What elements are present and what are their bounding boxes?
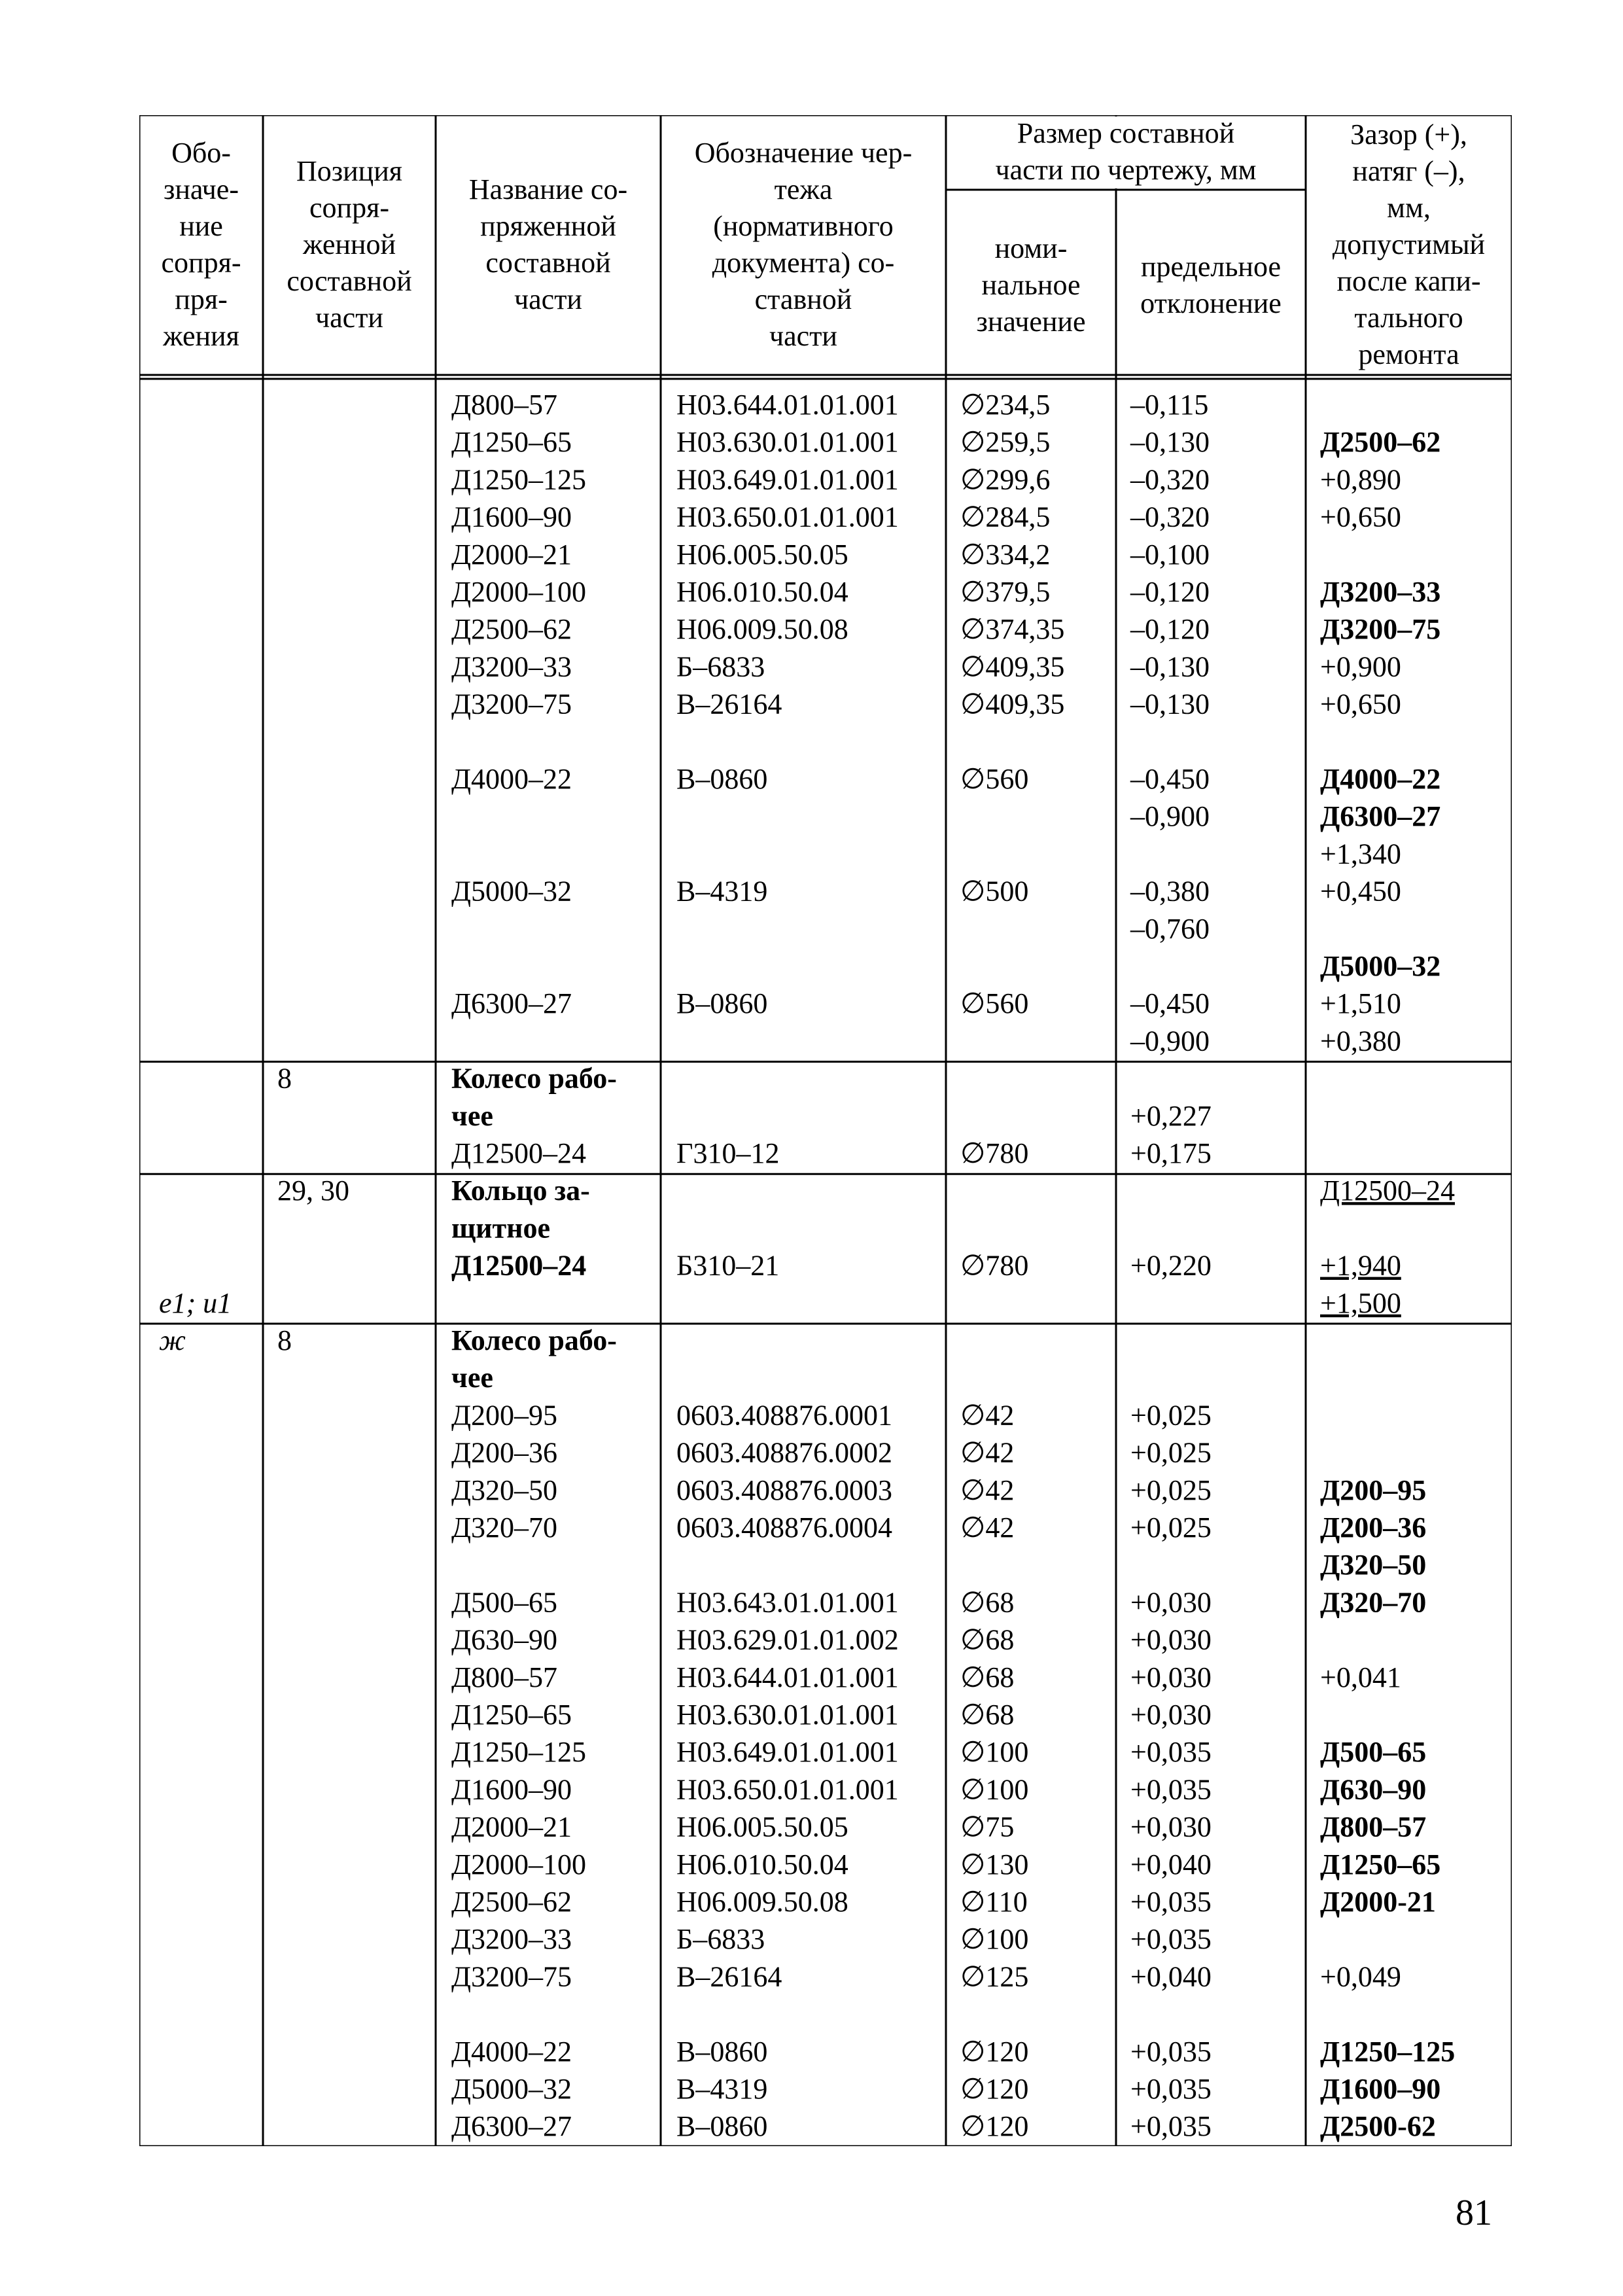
header-drawing-number: части (769, 320, 837, 352)
cell-nominal-size: ∅110 (960, 1886, 1028, 1918)
cell-nominal-size: ∅120 (960, 2073, 1029, 2105)
cell-part-name: Д800–57 (451, 1661, 558, 1693)
header-size: Размер составной (1017, 117, 1235, 149)
cell-nominal-size: ∅125 (960, 1960, 1029, 1993)
cell-clearance: Д2500-62 (1320, 2110, 1436, 2143)
cell-drawing-number: Н06.009.50.08 (676, 1886, 848, 1918)
cell-part-name: Д1600–90 (451, 501, 572, 533)
cell-drawing-number: Н03.644.01.01.001 (676, 389, 899, 421)
cell-deviation: –0,115 (1130, 389, 1209, 421)
cell-deviation: +0,035 (1130, 1886, 1212, 1918)
cell-part-name: Д5000–32 (451, 875, 572, 908)
cell-deviation: +0,035 (1130, 1773, 1212, 1806)
cell-part-name: Д12500–24 (451, 1137, 587, 1169)
cell-deviation: –0,380 (1130, 875, 1210, 908)
header-position: женной (303, 228, 396, 260)
cell-nominal-size: ∅68 (960, 1661, 1015, 1693)
cell-deviation: +0,030 (1130, 1810, 1212, 1843)
cell-clearance: +0,900 (1320, 650, 1401, 683)
cell-clearance: +0,650 (1320, 501, 1401, 533)
cell-drawing-number: Б310–21 (676, 1249, 780, 1282)
cell-deviation: +0,030 (1130, 1661, 1212, 1693)
header-designation: сопря- (161, 247, 241, 279)
cell-part-name: Кольцо за- (451, 1174, 590, 1207)
cell-drawing-number: В–26164 (676, 688, 782, 720)
cell-part-name: Д2500–62 (451, 1886, 572, 1918)
header-drawing-number: ставной (754, 283, 852, 315)
cell-deviation: –0,320 (1130, 501, 1210, 533)
cell-clearance: +0,890 (1320, 463, 1401, 496)
header-part-name: пряженной (480, 210, 616, 242)
cell-part-name: Д3200–75 (451, 1960, 572, 1993)
cell-clearance: Д6300–27 (1320, 800, 1441, 833)
cell-drawing-number: Н06.005.50.05 (676, 538, 848, 571)
cell-designation: е1; и1 (159, 1286, 232, 1319)
header-clearance: допустимый (1332, 228, 1486, 260)
cell-clearance: +0,380 (1320, 1025, 1401, 1057)
header-position: сопря- (309, 192, 389, 224)
cell-part-name: Д2000–21 (451, 538, 572, 571)
cell-part-name: Д320–50 (451, 1474, 558, 1506)
cell-drawing-number: В–0860 (676, 2035, 768, 2068)
cell-part-name: Д3200–33 (451, 1923, 572, 1956)
cell-clearance: Д5000–32 (1320, 950, 1441, 982)
cell-deviation: +0,035 (1130, 1736, 1212, 1769)
header-part-name: составной (485, 247, 611, 279)
cell-nominal-size: ∅334,2 (960, 538, 1051, 571)
cell-nominal-size: ∅68 (960, 1586, 1015, 1619)
cell-clearance: Д320–70 (1320, 1586, 1427, 1619)
header-part-name: части (514, 283, 582, 315)
cell-nominal-size: ∅560 (960, 763, 1029, 795)
cell-part-name: Д1600–90 (451, 1773, 572, 1806)
header-drawing-number: тежа (774, 173, 833, 205)
cell-drawing-number: Н06.010.50.04 (676, 1848, 848, 1881)
cell-position: 8 (277, 1324, 292, 1356)
cell-deviation: +0,035 (1130, 2035, 1212, 2068)
header-position: части (315, 302, 383, 334)
cell-deviation: –0,760 (1130, 912, 1210, 945)
cell-nominal-size: ∅42 (960, 1511, 1015, 1544)
cell-part-name: Д6300–27 (451, 2110, 572, 2143)
cell-part-name: Д4000–22 (451, 763, 572, 795)
specification-table (139, 115, 1512, 2146)
table-body (159, 389, 1455, 2142)
cell-nominal-size: ∅68 (960, 1699, 1015, 1731)
cell-drawing-number: Г310–12 (676, 1137, 780, 1169)
header-nominal: нальное (981, 269, 1081, 301)
header-designation: Обо- (171, 137, 231, 169)
cell-part-name: Д1250–125 (451, 463, 587, 496)
cell-nominal-size: ∅120 (960, 2035, 1029, 2068)
cell-nominal-size: ∅100 (960, 1736, 1029, 1769)
cell-part-name: Д320–70 (451, 1511, 558, 1544)
header-nominal: номи- (994, 232, 1068, 264)
cell-nominal-size: ∅409,35 (960, 688, 1065, 720)
cell-deviation: –0,120 (1130, 576, 1210, 608)
cell-clearance: +0,049 (1320, 1960, 1401, 1993)
cell-deviation: +0,025 (1130, 1399, 1212, 1432)
cell-drawing-number: Н06.005.50.05 (676, 1810, 848, 1843)
cell-deviation: –0,450 (1130, 987, 1210, 1020)
header-clearance: Зазор (+), (1350, 118, 1467, 150)
cell-clearance: Д3200–75 (1320, 613, 1441, 646)
cell-part-name: Д2000–21 (451, 1810, 572, 1843)
cell-part-name: чее (451, 1362, 493, 1394)
header-deviation: отклонение (1140, 287, 1282, 319)
page-number: 81 (1456, 2193, 1492, 2233)
cell-part-name: Д2000–100 (451, 576, 587, 608)
header-nominal: значение (976, 306, 1086, 338)
cell-clearance: Д1250–65 (1320, 1848, 1441, 1881)
cell-nominal-size: ∅75 (960, 1810, 1015, 1843)
cell-deviation: +0,030 (1130, 1623, 1212, 1656)
cell-clearance: Д12500–24 (1320, 1174, 1456, 1207)
cell-clearance: +1,340 (1320, 838, 1401, 870)
header-designation: значе- (163, 173, 239, 205)
cell-nominal-size: ∅379,5 (960, 576, 1051, 608)
cell-clearance: +1,940 (1320, 1249, 1401, 1282)
cell-clearance: Д200–95 (1320, 1474, 1427, 1506)
cell-clearance: Д800–57 (1320, 1810, 1427, 1843)
cell-nominal-size: ∅409,35 (960, 650, 1065, 683)
cell-part-name: Д2000–100 (451, 1848, 587, 1881)
header-size: части по чертежу, мм (995, 154, 1257, 186)
cell-drawing-number: Н03.630.01.01.001 (676, 426, 899, 459)
cell-drawing-number: Н03.650.01.01.001 (676, 501, 899, 533)
header-designation: пря- (175, 283, 228, 315)
cell-deviation: +0,035 (1130, 1923, 1212, 1956)
cell-deviation: –0,130 (1130, 688, 1210, 720)
header-designation: ние (179, 210, 223, 242)
cell-nominal-size: ∅500 (960, 875, 1029, 908)
cell-deviation: +0,035 (1130, 2073, 1212, 2105)
cell-nominal-size: ∅374,35 (960, 613, 1065, 646)
cell-nominal-size: ∅234,5 (960, 389, 1051, 421)
cell-clearance: +1,510 (1320, 987, 1401, 1020)
header-drawing-number: документа) со- (712, 247, 895, 279)
cell-nominal-size: ∅42 (960, 1474, 1015, 1506)
cell-deviation: +0,175 (1130, 1137, 1212, 1169)
cell-deviation: +0,040 (1130, 1960, 1212, 1993)
header-clearance: натяг (–), (1352, 155, 1465, 187)
cell-drawing-number: Н03.644.01.01.001 (676, 1661, 899, 1693)
cell-part-name: Д200–95 (451, 1399, 558, 1432)
cell-drawing-number: 0603.408876.0004 (676, 1511, 892, 1544)
cell-nominal-size: ∅780 (960, 1249, 1029, 1282)
cell-drawing-number: Н06.010.50.04 (676, 576, 848, 608)
cell-part-name: Д2500–62 (451, 613, 572, 646)
cell-deviation: –0,320 (1130, 463, 1210, 496)
cell-deviation: +0,035 (1130, 2110, 1212, 2143)
cell-nominal-size: ∅68 (960, 1623, 1015, 1656)
cell-drawing-number: Н03.629.01.01.002 (676, 1623, 899, 1656)
cell-drawing-number: Н03.630.01.01.001 (676, 1699, 899, 1731)
cell-deviation: –0,130 (1130, 650, 1210, 683)
cell-clearance: Д4000–22 (1320, 763, 1441, 795)
cell-drawing-number: Н03.643.01.01.001 (676, 1586, 899, 1619)
cell-deviation: –0,130 (1130, 426, 1210, 459)
cell-deviation: +0,025 (1130, 1436, 1212, 1469)
cell-position: 29, 30 (277, 1174, 349, 1207)
cell-part-name: Д800–57 (451, 389, 558, 421)
cell-clearance: +0,650 (1320, 688, 1401, 720)
cell-deviation: +0,040 (1130, 1848, 1212, 1881)
header-position: составной (287, 265, 412, 297)
cell-nominal-size: ∅259,5 (960, 426, 1051, 459)
cell-clearance: +1,500 (1320, 1286, 1401, 1319)
header-drawing-number: Обозначение чер- (694, 137, 913, 169)
cell-drawing-number: 0603.408876.0002 (676, 1436, 892, 1469)
header-clearance: после капи- (1336, 265, 1481, 297)
cell-clearance: Д200–36 (1320, 1511, 1427, 1544)
cell-deviation: –0,900 (1130, 1025, 1210, 1057)
header-clearance: мм, (1387, 192, 1431, 224)
cell-deviation: –0,100 (1130, 538, 1210, 571)
cell-deviation: +0,025 (1130, 1511, 1212, 1544)
cell-drawing-number: Н03.649.01.01.001 (676, 1736, 899, 1769)
cell-drawing-number: В–0860 (676, 987, 768, 1020)
cell-part-name: чее (451, 1099, 493, 1132)
cell-nominal-size: ∅42 (960, 1399, 1015, 1432)
cell-drawing-number: Б–6833 (676, 1923, 765, 1956)
header-part-name: Название со- (468, 173, 628, 205)
cell-drawing-number: Н03.649.01.01.001 (676, 463, 899, 496)
cell-part-name: Д1250–65 (451, 426, 572, 459)
cell-nominal-size: ∅100 (960, 1773, 1029, 1806)
cell-part-name: Д3200–75 (451, 688, 572, 720)
cell-clearance: +0,041 (1320, 1661, 1401, 1693)
cell-deviation: –0,120 (1130, 613, 1210, 646)
cell-clearance: Д320–50 (1320, 1549, 1427, 1581)
cell-drawing-number: 0603.408876.0001 (676, 1399, 892, 1432)
header-clearance: тального (1354, 302, 1463, 334)
cell-deviation: +0,030 (1130, 1586, 1212, 1619)
cell-part-name: Колесо рабо- (451, 1324, 617, 1356)
cell-deviation: +0,025 (1130, 1474, 1212, 1506)
cell-nominal-size: ∅560 (960, 987, 1029, 1020)
cell-clearance: Д500–65 (1320, 1736, 1427, 1769)
cell-deviation: +0,220 (1130, 1249, 1212, 1282)
cell-part-name: Д200–36 (451, 1436, 558, 1469)
cell-clearance: Д630–90 (1320, 1773, 1427, 1806)
cell-designation: ж (159, 1324, 186, 1356)
cell-part-name: Д1250–125 (451, 1736, 587, 1769)
cell-drawing-number: 0603.408876.0003 (676, 1474, 892, 1506)
cell-clearance: Д3200–33 (1320, 576, 1441, 608)
cell-part-name: Д1250–65 (451, 1699, 572, 1731)
header-position: Позиция (296, 155, 403, 187)
header-drawing-number: (нормативного (713, 210, 894, 242)
cell-position: 8 (277, 1062, 292, 1095)
cell-deviation: +0,227 (1130, 1099, 1212, 1132)
cell-nominal-size: ∅299,6 (960, 463, 1051, 496)
cell-part-name: Д500–65 (451, 1586, 558, 1619)
cell-part-name: Д3200–33 (451, 650, 572, 683)
cell-clearance: Д2000-21 (1320, 1886, 1436, 1918)
cell-part-name: Д630–90 (451, 1623, 558, 1656)
cell-nominal-size: ∅130 (960, 1848, 1029, 1881)
cell-nominal-size: ∅284,5 (960, 501, 1051, 533)
header-clearance: ремонта (1358, 338, 1459, 370)
cell-drawing-number: В–4319 (676, 2073, 768, 2105)
cell-nominal-size: ∅100 (960, 1923, 1029, 1956)
cell-drawing-number: В–0860 (676, 2110, 768, 2143)
cell-clearance: +0,450 (1320, 875, 1401, 908)
cell-deviation: +0,030 (1130, 1699, 1212, 1731)
cell-drawing-number: В–0860 (676, 763, 768, 795)
cell-drawing-number: Н06.009.50.08 (676, 613, 848, 646)
cell-part-name: Д5000–32 (451, 2073, 572, 2105)
cell-part-name: Д4000–22 (451, 2035, 572, 2068)
table-header (162, 117, 1486, 370)
cell-nominal-size: ∅42 (960, 1436, 1015, 1469)
cell-clearance: Д1600–90 (1320, 2073, 1441, 2105)
cell-part-name: щитное (451, 1212, 550, 1245)
cell-clearance: Д1250–125 (1320, 2035, 1456, 2068)
cell-part-name: Д6300–27 (451, 987, 572, 1020)
cell-nominal-size: ∅120 (960, 2110, 1029, 2143)
cell-deviation: –0,900 (1130, 800, 1210, 833)
header-deviation: предельное (1140, 251, 1282, 283)
cell-drawing-number: Б–6833 (676, 650, 765, 683)
cell-clearance: Д2500–62 (1320, 426, 1441, 459)
cell-drawing-number: Н03.650.01.01.001 (676, 1773, 899, 1806)
cell-nominal-size: ∅780 (960, 1137, 1029, 1169)
header-designation: жения (163, 320, 239, 352)
cell-drawing-number: В–26164 (676, 1960, 782, 1993)
cell-part-name: Д12500–24 (451, 1249, 587, 1282)
cell-part-name: Колесо рабо- (451, 1062, 617, 1095)
cell-deviation: –0,450 (1130, 763, 1210, 795)
cell-drawing-number: В–4319 (676, 875, 768, 908)
